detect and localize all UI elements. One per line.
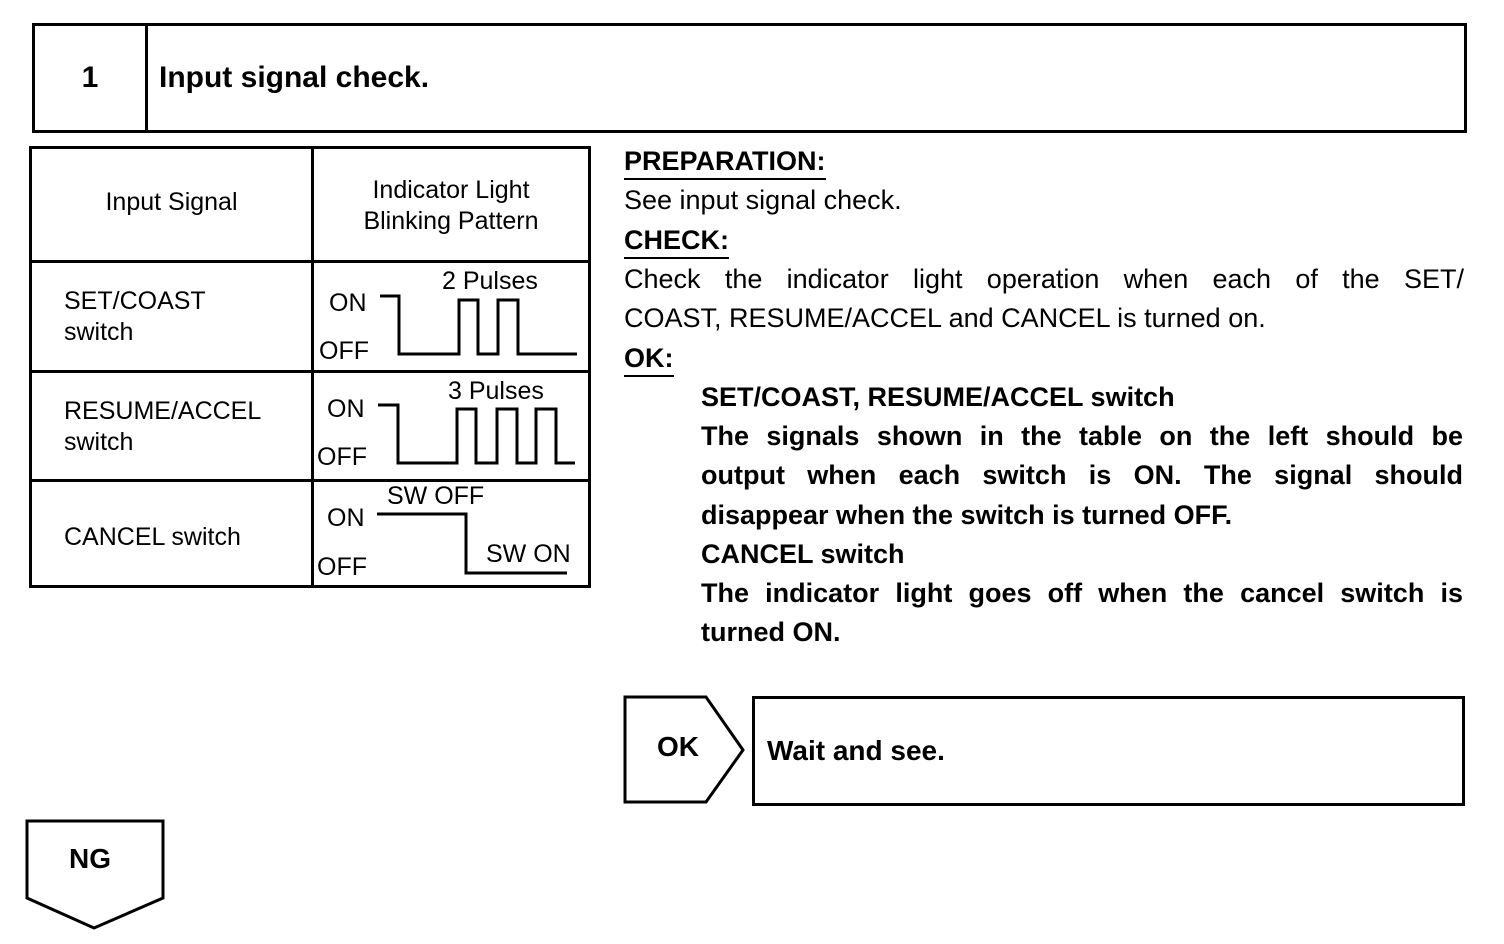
row-resume-accel-on-label: ON xyxy=(327,395,365,423)
ok-label: OK xyxy=(657,731,699,762)
step-title: Input signal check. xyxy=(159,61,430,94)
ok-cancel-text-line1: The indicator light goes off when the cancel switch is xyxy=(701,578,1463,608)
row-resume-accel-name: RESUME/ACCEL xyxy=(64,397,262,425)
row-cancel-sw-on-label: SW ON xyxy=(486,540,571,568)
row-set-coast-off-label: OFF xyxy=(319,337,369,365)
header-pattern-line1: Indicator Light xyxy=(372,176,530,204)
ok-result-box xyxy=(752,696,1465,806)
ok-subheading-cancel: CANCEL switch xyxy=(701,539,905,569)
row-cancel-on-label: ON xyxy=(327,504,365,532)
step-number: 1 xyxy=(35,26,148,130)
step-header xyxy=(32,23,1467,133)
preparation-text: See input signal check. xyxy=(624,185,902,215)
ok-result-text: Wait and see. xyxy=(767,735,945,766)
waveform-cancel xyxy=(377,514,567,573)
preparation-heading: PREPARATION: xyxy=(624,142,826,181)
ok-heading: OK: xyxy=(624,339,674,378)
row-resume-accel-pulse-label: 3 Pulses xyxy=(448,377,544,405)
ok-text-line2: output when each switch is ON. The signal should xyxy=(701,460,1463,490)
signal-table xyxy=(29,146,591,588)
row-set-coast-on-label: ON xyxy=(329,289,367,317)
check-heading: CHECK: xyxy=(624,221,729,260)
waveform-resume-accel xyxy=(378,405,575,463)
row-set-coast-name-line2: switch xyxy=(64,318,134,346)
ok-text-line1: The signals shown in the table on the left should be xyxy=(701,421,1463,451)
row-cancel-sw-off-label: SW OFF xyxy=(387,482,485,510)
check-text-line2: COAST, RESUME/ACCEL and CANCEL is turned on. xyxy=(624,303,1266,333)
ng-arrow-shape xyxy=(24,818,166,932)
ok-text-line3: disappear when the switch is turned OFF. xyxy=(701,500,1233,530)
check-text-line1: Check the indicator light operation when each of the SET/ xyxy=(624,264,1464,294)
row-resume-accel-off-label: OFF xyxy=(317,443,367,471)
row-set-coast-name: SET/COAST xyxy=(64,287,206,315)
row-cancel-name: CANCEL switch xyxy=(64,523,241,551)
ok-cancel-text-line2: turned ON. xyxy=(701,617,841,647)
header-pattern-line2: Blinking Pattern xyxy=(363,207,539,235)
row-cancel-off-label: OFF xyxy=(317,553,367,581)
ok-subheading-set-resume: SET/COAST, RESUME/ACCEL switch xyxy=(701,382,1175,412)
waveform-set-coast xyxy=(380,296,577,354)
row-resume-accel-name-line2: switch xyxy=(64,428,134,456)
header-input-signal: Input Signal xyxy=(105,188,238,216)
ng-label: NG xyxy=(69,843,111,874)
row-set-coast-pulse-label: 2 Pulses xyxy=(442,267,538,295)
waveforms xyxy=(32,149,588,585)
